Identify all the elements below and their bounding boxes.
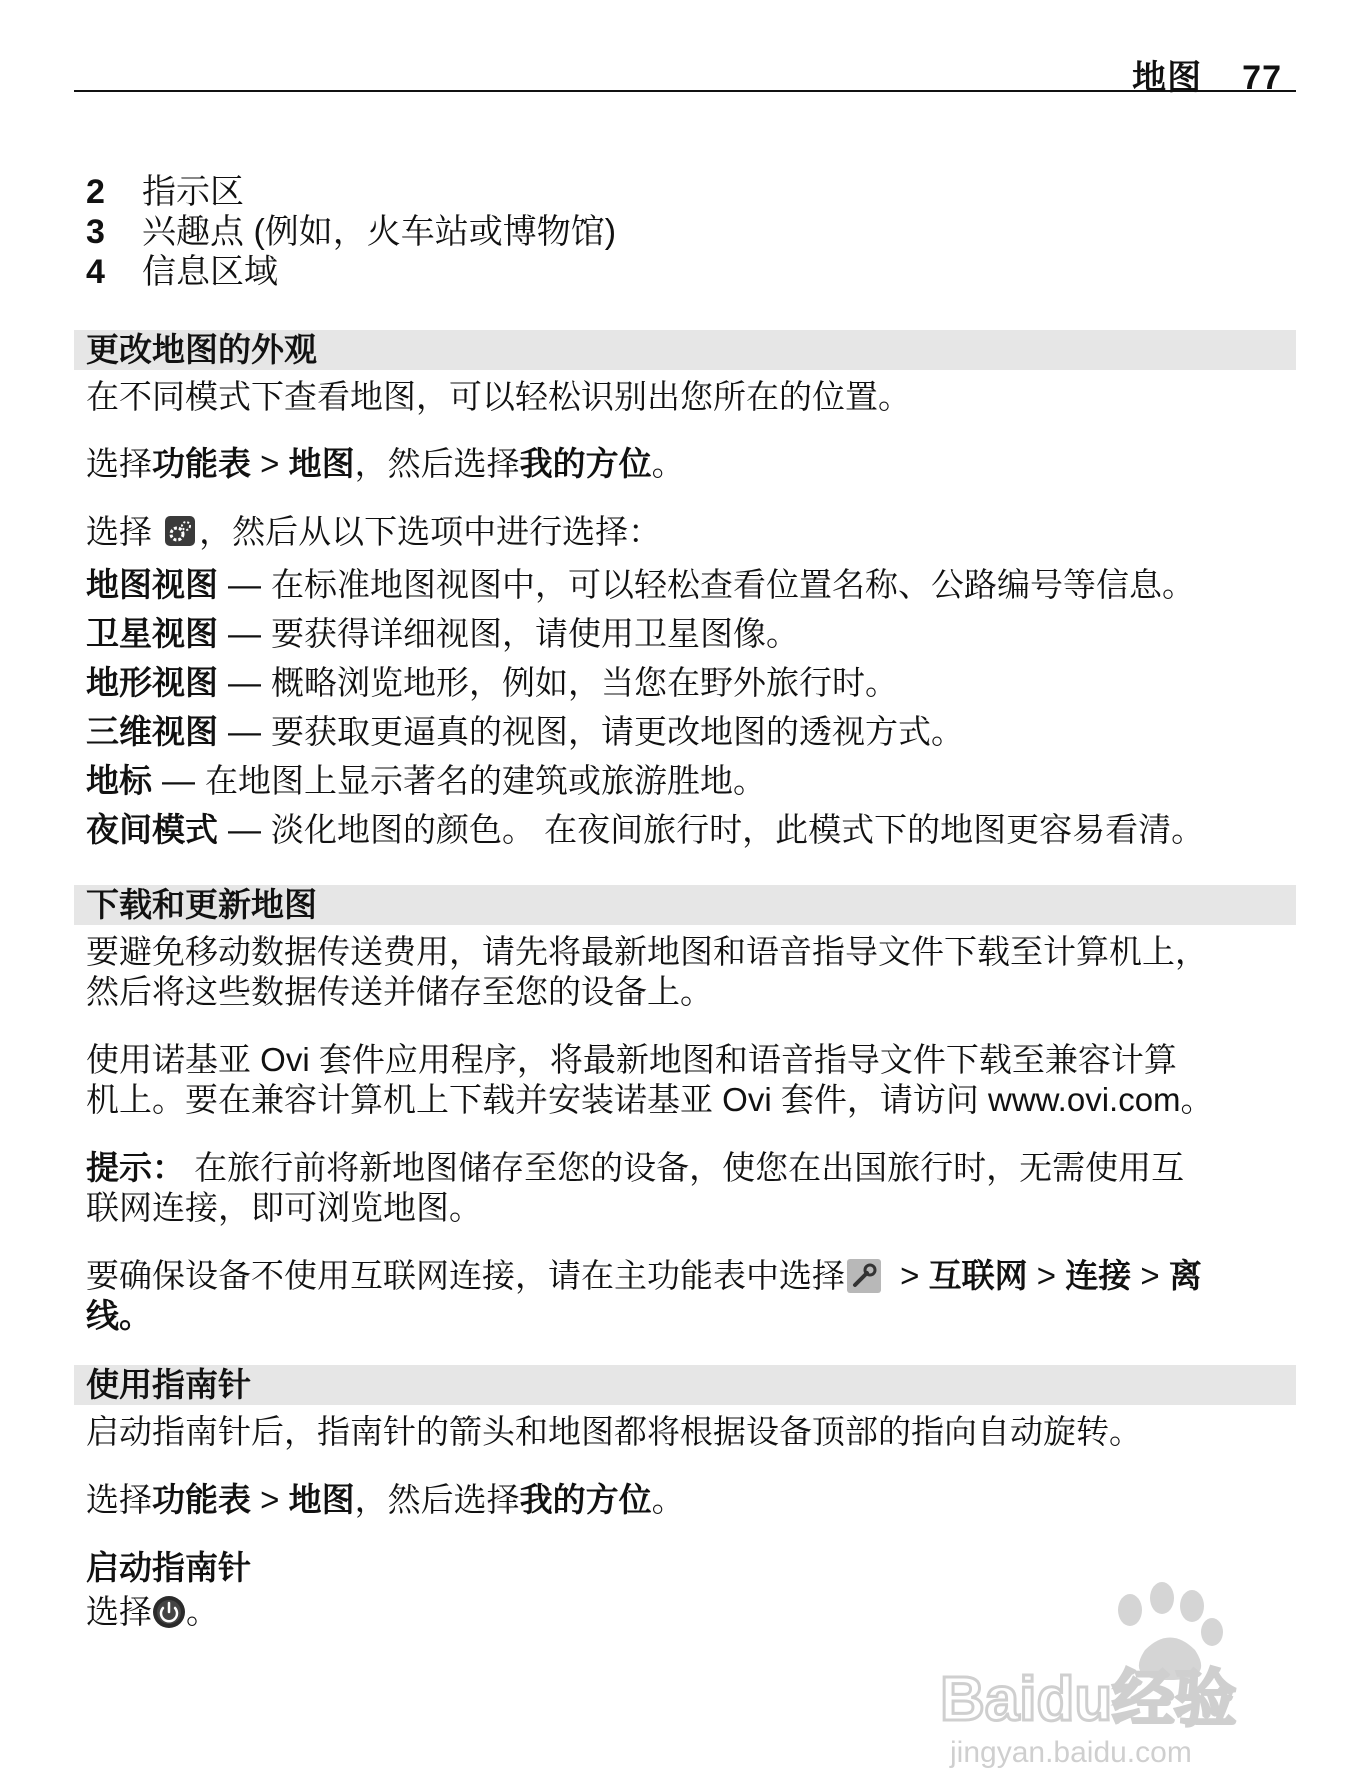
header-section: 地图 [1132,59,1203,97]
baidu-watermark-logo [930,1570,1290,1770]
paragraph: 启动指南针后，指南针的箭头和地图都将根据设备顶部的指向自动旋转。 [86,1413,1142,1450]
paragraph-instruction: 选择功能表 > 地图，然后选择我的方位。 [86,1481,685,1518]
list-text: 指示区 [142,173,244,211]
option-map-view: 地图视图 — 在标准地图视图中，可以轻松查看位置名称、公路编号等信息。 [86,566,1195,603]
paragraph-start-compass: 选择 。 [86,1593,219,1630]
svg-text:jingyan.baidu.com: jingyan.baidu.com [950,1736,1192,1769]
list-item [86,252,616,292]
list-item [86,212,616,252]
paragraph-line-with-link: 机上。要在兼容计算机上下载并安装诺基亚 Ovi 套件，请访问 www.ovi.com。 [86,1081,1214,1118]
subheading-start-compass: 启动指南针 [86,1549,251,1586]
header-text [1132,50,1282,99]
list-number: 3 [86,213,105,251]
list-item [86,172,616,212]
tip-label: 提示： [86,1149,185,1186]
option-satellite-view: 卫星视图 — 要获得详细视图，请使用卫星图像。 [86,615,799,652]
legend-list [86,172,616,292]
page-header [74,46,1296,97]
list-number: 2 [86,173,105,211]
compass-power-icon [152,1595,186,1629]
option-terrain-view: 地形视图 — 概略浏览地形，例如，当您在野外旅行时。 [86,664,898,701]
list-text: 信息区域 [142,253,278,291]
page-number: 77 [1242,59,1282,97]
wrench-icon [847,1259,881,1293]
option-night-mode: 夜间模式 — 淡化地图的颜色。 在夜间旅行时，此模式下的地图更容易看清。 [86,811,1205,848]
paragraph: 在不同模式下查看地图，可以轻松识别出您所在的位置。 [86,378,911,415]
paragraph-offline-instruction: 要确保设备不使用互联网连接，请在主功能表中选择 > 互联网 > 连接 > 离 [86,1257,1202,1294]
list-text: 兴趣点 (例如，火车站或博物馆) [142,213,617,251]
section-heading-map-appearance: 更改地图的外观 [74,330,1296,370]
paragraph-line: 要避免移动数据传送费用，请先将最新地图和语音指导文件下载至计算机上， [86,933,1208,970]
paragraph-instruction: 选择功能表 > 地图，然后选择我的方位。 [86,445,685,482]
tip-paragraph-line2: 联网连接，即可浏览地图。 [86,1189,482,1226]
paragraph-options-intro: 选择 ，然后从以下选项中进行选择： [86,513,662,550]
tip-paragraph: 提示： 在旅行前将新地图储存至您的设备，使您在出国旅行时，无需使用互 [86,1149,1185,1186]
paragraph-line: 使用诺基亚 Ovi 套件应用程序，将最新地图和语音指导文件下载至兼容计算 [86,1041,1177,1078]
svg-text:Baidu经验: Baidu经验 [940,1665,1237,1734]
paragraph-line: 线。 [86,1297,152,1334]
paragraph-line: 然后将这些数据传送并储存至您的设备上。 [86,973,713,1010]
section-heading-download-maps: 下载和更新地图 [74,885,1296,925]
settings-gear-icon [165,516,195,546]
option-landmarks: 地标 — 在地图上显示著名的建筑或旅游胜地。 [86,762,766,799]
section-heading-compass: 使用指南针 [74,1365,1296,1405]
option-3d-view: 三维视图 — 要获取更逼真的视图，请更改地图的透视方式。 [86,713,964,750]
list-number: 4 [86,253,105,291]
